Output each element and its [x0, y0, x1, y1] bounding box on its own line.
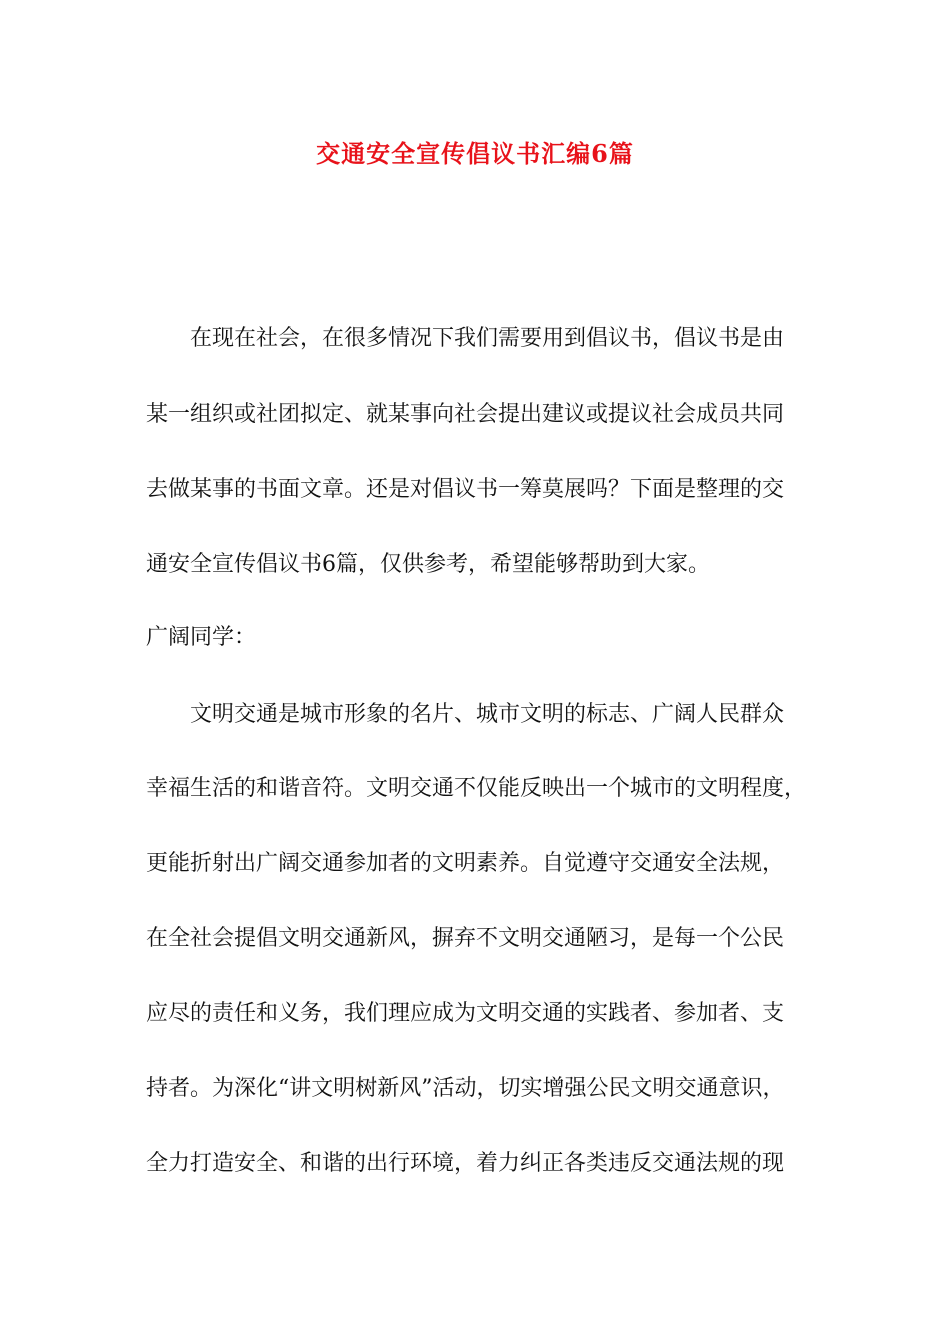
paragraph-line: 幸福生活的和谐音符。文明交通不仅能反映出一个城市的文明程度，: [146, 776, 807, 801]
paragraph-line: 更能折射出广阔交通参加者的文明素养。自觉遵守交通安全法规，: [146, 851, 785, 876]
salutation: 广阔同学：: [146, 625, 257, 650]
paragraph-line: 通安全宣传倡议书6篇，仅供参考，希望能够帮助到大家。: [146, 552, 710, 577]
paragraph-line: 文明交通是城市形象的名片、城市文明的标志、广阔人民群众: [190, 702, 785, 727]
paragraph-line: 应尽的责任和义务，我们理应成为文明交通的实践者、参加者、支: [146, 1001, 785, 1026]
document-title: 交通安全宣传倡议书汇编6篇: [316, 139, 634, 168]
paragraph-line: 某一组织或社团拟定、就某事向社会提出建议或提议社会成员共同: [146, 402, 785, 427]
paragraph-line: 全力打造安全、和谐的出行环境，着力纠正各类违反交通法规的现: [146, 1151, 785, 1176]
paragraph-line: 持者。为深化“讲文明树新风”活动，切实增强公民文明交通意识，: [146, 1076, 785, 1101]
paragraph-line: 在全社会提倡文明交通新风，摒弃不文明交通陋习，是每一个公民: [146, 926, 785, 951]
paragraph-line: 去做某事的书面文章。还是对倡议书一筹莫展吗？下面是整理的交: [146, 477, 785, 502]
paragraph-line: 在现在社会，在很多情况下我们需要用到倡议书，倡议书是由: [190, 326, 785, 351]
